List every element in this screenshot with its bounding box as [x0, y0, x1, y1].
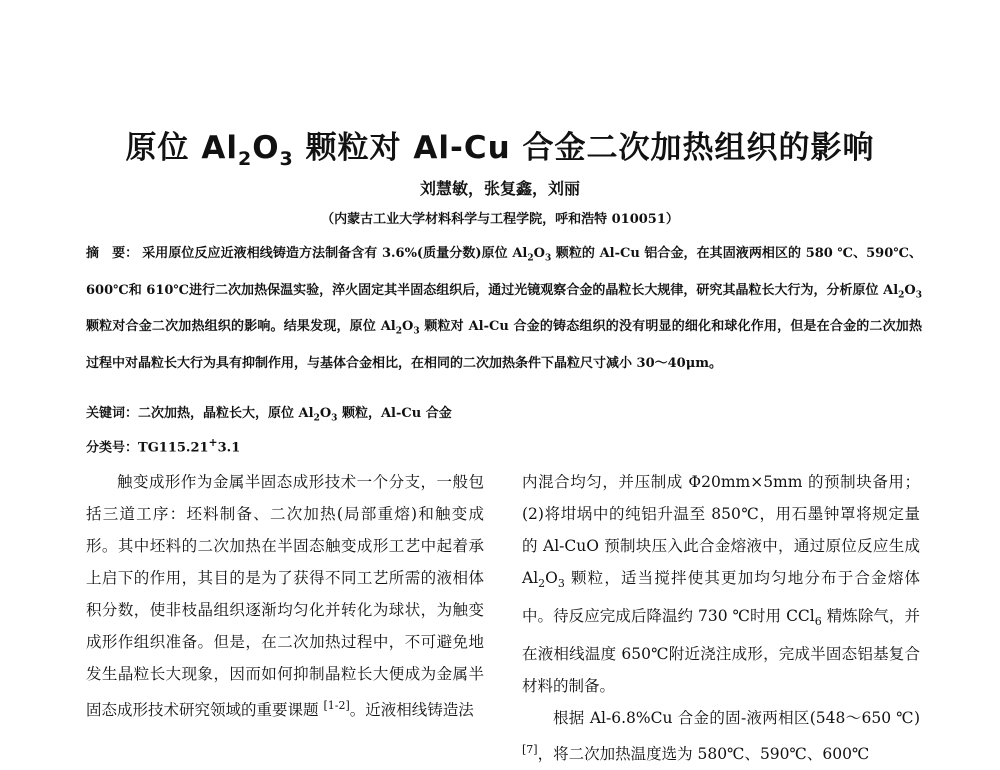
body-paragraph: 触变成形作为金属半固态成形技术一个分支，一般包括三道工序：坯料制备、二次加热(局部重熔)和触变成形。其中坯料的二次加热在半固态触变成形工艺中起着承上启下的作用，其目的是为了获得不同工艺所需的液相体积分数，使非枝晶组织逐渐均匀化并转化为球状，为触变成形作组织准备。但是，在二次加热过程中，不可避免地发生晶粒长大现象，因而如何抑制晶粒长大便成为金属半固态成形技术研究领域的重要课题 [1-2]。近液相线铸造法 — [86, 473, 484, 720]
citation-ref: [1-2] — [323, 699, 350, 712]
body-column-left — [86, 466, 484, 726]
citation-ref: [7] — [522, 743, 538, 757]
author-list: 刘慧敏，张复鑫，刘丽 — [419, 179, 580, 198]
classification-label: 分类号： — [86, 440, 139, 456]
body-paragraph: 内混合均匀，并压制成 Φ20mm×5mm 的预制块备用；(2)将坩埚中的纯铝升温至 850℃，用石墨钟罩将规定量的 Al-CuO 预制块压入此合金熔液中，通过原位反应生成 $Al_2O_3$ 颗粒，适当搅拌使其更加均匀地分布于合金熔体中。待反应完成后降温约 730 ℃时用 CCl$_6$ 精炼除气，并在液相线温度 650℃附近浇注成形，完成半固态铝基复合材料的制备。 — [522, 473, 920, 696]
paper-title: 原位 $Al_2O_3$ 颗粒对 Al-Cu 合金二次加热组织的影响 — [125, 130, 875, 171]
body-column-right — [522, 466, 920, 770]
body-paragraph: 根据 Al-6.8%Cu 合金的固-液两相区(548～650 ℃)[7]，将二次加热温度选为 580℃、590℃、600℃ — [522, 709, 920, 764]
keywords-label: 关键词： — [86, 406, 139, 421]
keywords: 关键词：二次加热，晶粒长大，原位 $Al_2O_3$ 颗粒，Al-Cu 合金 — [86, 406, 452, 424]
affiliation: （内蒙古工业大学材料科学与工程学院，呼和浩特 010051） — [321, 212, 679, 227]
abstract: 摘 要： 采用原位反应近液相线铸造方法制备含有 3.6%(质量分数)原位 $Al_2O_3$ 颗粒的 Al-Cu 铝合金，在其固液两相区的 580 ℃、590℃、600℃和 610℃进行二次加热保温实验，淬火固定其半固态组织后，通过光镜观察合金的晶粒长大规律，研究其晶粒长大行为，分析原位 $Al_2O_3$ 颗粒对合金二次加热组织的影响。结果发现，原位 $Al_2O_3$ 颗粒对 Al-Cu 合金的铸态组织的没有明显的细化和球化作用，但是在合金的二次加热过程中对晶粒长大行为具有抑制作用，与基体合金相比，在相同的二次加热条件下晶粒尺寸减小 30～40μm。 — [86, 246, 922, 371]
abstract-label: 摘 要： — [86, 246, 139, 261]
classification-number: 分类号：TG115.21+3.1 — [86, 436, 241, 456]
